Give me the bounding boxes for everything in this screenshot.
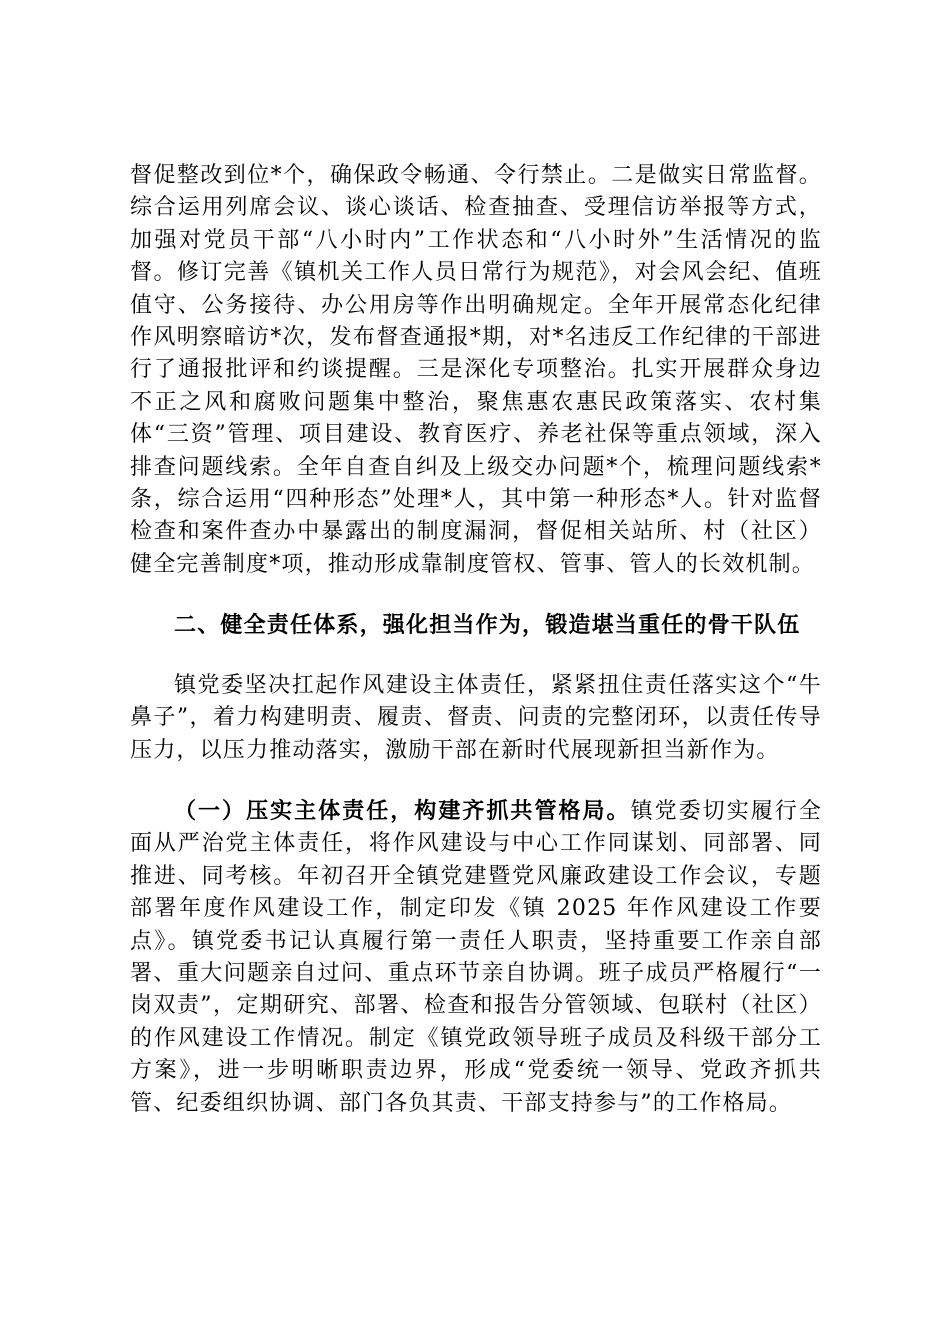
paragraph-responsibility-intro: 镇党委坚决扛起作风建设主体责任，紧紧扭住责任落实这个“牛鼻子”，着力构建明责、履责、督责、问责的完整闭环，以责任传导压力，以压力推动落实，激励干部在新时代展现新担当新作为。 — [130, 672, 822, 763]
subsection-body: 镇党委切实履行全面从严治党主体责任，将作风建设与中心工作同谋划、同部署、同推进、同考核。年初召开全镇党建暨党风廉政建设工作会议，专题部署年度作风建设工作，制定印发《镇 2025 年作风建设工作要点》。镇党委书记认真履行第一责任人职责，坚持重要工作亲自部署、重大问题亲自过问、重点环节亲自协调。班子成员严格履行“一岗双责”，定期研究、部署、检查和报告分管领域、包联村（社区）的作风建设工作情况。制定《镇党政领导班子成员及科级干部分工方案》，进一步明晰职责边界，形成“党委统一领导、党政齐抓共管、纪委组织协调、部门各负其责、干部支持参与”的工作格局。 — [130, 798, 822, 1116]
subsection-lead: （一）压实主体责任，构建齐抓共管格局。 — [174, 797, 631, 824]
paragraph-main-responsibility — [130, 795, 822, 1120]
section-heading-2: 二、健全责任体系，强化担当作为，锻造堪当重任的骨干队伍 — [174, 612, 801, 639]
document-page — [130, 160, 822, 1120]
paragraph-supervision: 督促整改到位*个，确保政令畅通、令行禁止。二是做实日常监督。综合运用列席会议、谈心谈话、检查抽查、受理信访举报等方式，加强对党员干部“八小时内”工作状态和“八小时外”生活情况的监督。修订完善《镇机关工作人员日常行为规范》，对会风会纪、值班值守、公务接待、办公用房等作出明确规定。全年开展常态化纪律作风明察暗访*次，发布督查通报*期，对*名违反工作纪律的干部进行了通报批评和约谈提醒。三是深化专项整治。扎实开展群众身边不正之风和腐败问题集中整治，聚焦惠农惠民政策落实、农村集体“三资”管理、项目建设、教育医疗、养老社保等重点领域，深入排查问题线索。全年自查自纠及上级交办问题*个，梳理问题线索*条，综合运用“四种形态”处理*人，其中第一种形态*人。针对监督检查和案件查办中暴露出的制度漏洞，督促相关站所、村（社区）健全完善制度*项，推动形成靠制度管权、管事、管人的长效机制。 — [130, 163, 822, 577]
